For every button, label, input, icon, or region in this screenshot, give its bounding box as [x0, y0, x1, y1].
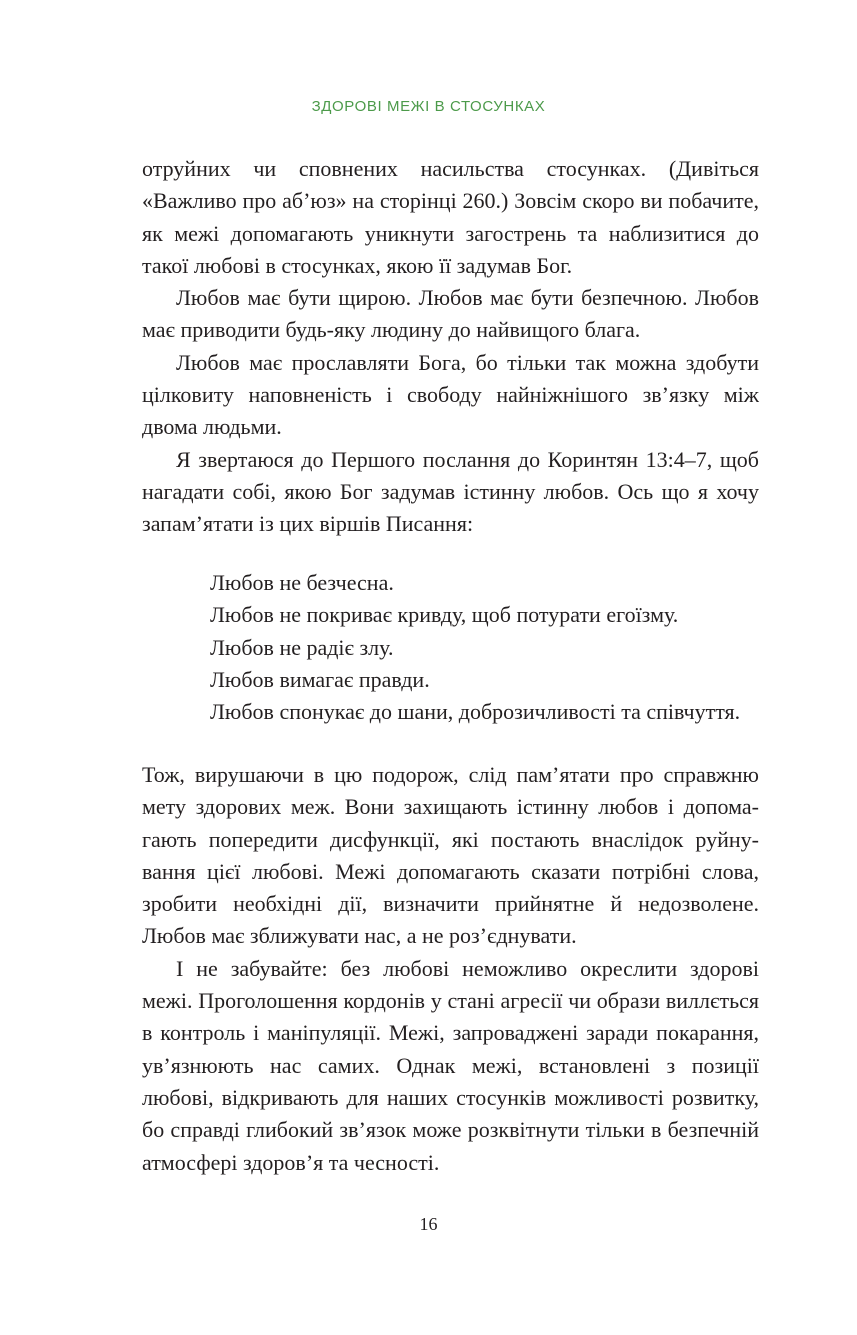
quote-line: Любов не покриває кривду, щоб потурати егоїзму. — [210, 602, 679, 628]
paragraph: отруйних чи сповнених насильства стосунках. (Дивіться «Важливо про аб’юз» на сторінці 260.) Зовсім скоро ви побачите, як межі допомагають уникнути загострень та наблизитися до такої любові в стосунках, якою її задумав Бог. — [142, 156, 759, 278]
running-head: ЗДОРОВІ МЕЖІ В СТОСУНКАХ — [311, 98, 546, 115]
paragraph: Любов має бути щирою. Любов має бути безпечною. Любов має приводити будь-яку людину до найвищого блага. — [142, 285, 759, 343]
quote-line: Любов вимагає правди. — [210, 666, 430, 692]
paragraph: Любов має прославляти Бога, бо тільки так можна здобути цілковиту наповненість і свободу найніжнішого зв’язку між двома людьми. — [142, 349, 759, 440]
quote-line: Любов не радіє злу. — [210, 634, 394, 660]
paragraph: Я звертаюся до Першого послання до Коринтян 13:4–7, щоб нагадати собі, якою Бог задумав істинну любов. Ось що я хочу запам’ятати із цих віршів Писання: — [142, 446, 759, 537]
body-text-bottom — [142, 759, 759, 1179]
quote-line: Любов спонукає до шани, доброзичливості та співчуття. — [210, 699, 741, 725]
quote-line: Любов не безчесна. — [210, 570, 394, 595]
page-number: 16 — [419, 1214, 438, 1234]
paragraph: І не забувайте: без любові неможливо окреслити здорові межі. Проголошення кордонів у стані агресії чи образи виллється в контроль і маніпуляції. Межі, запроваджені заради покарання, ув’язнюють нас самих. Однак межі, встановлені з позиції любові, відкривають для наших стосунків можливості розвитку, бо справді глибокий зв’язок може розквітнути тільки в безпечній атмосфері здоров’я та чесності. — [142, 955, 759, 1175]
scripture-quote — [142, 567, 759, 728]
body-text-top — [142, 153, 759, 541]
paragraph: Тож, вирушаючи в цю подорож, слід пам’ятати про справжню мету здорових меж. Вони захищають істинну любов і допомагають попередити дисфункції, які постають внаслідок руйнування цієї любові. Межі допомагають сказати потрібні слова, зробити необхідні дії, визначити прийнятне й недозволене. Любов має зближувати нас, а не роз’єднувати. — [142, 762, 759, 949]
